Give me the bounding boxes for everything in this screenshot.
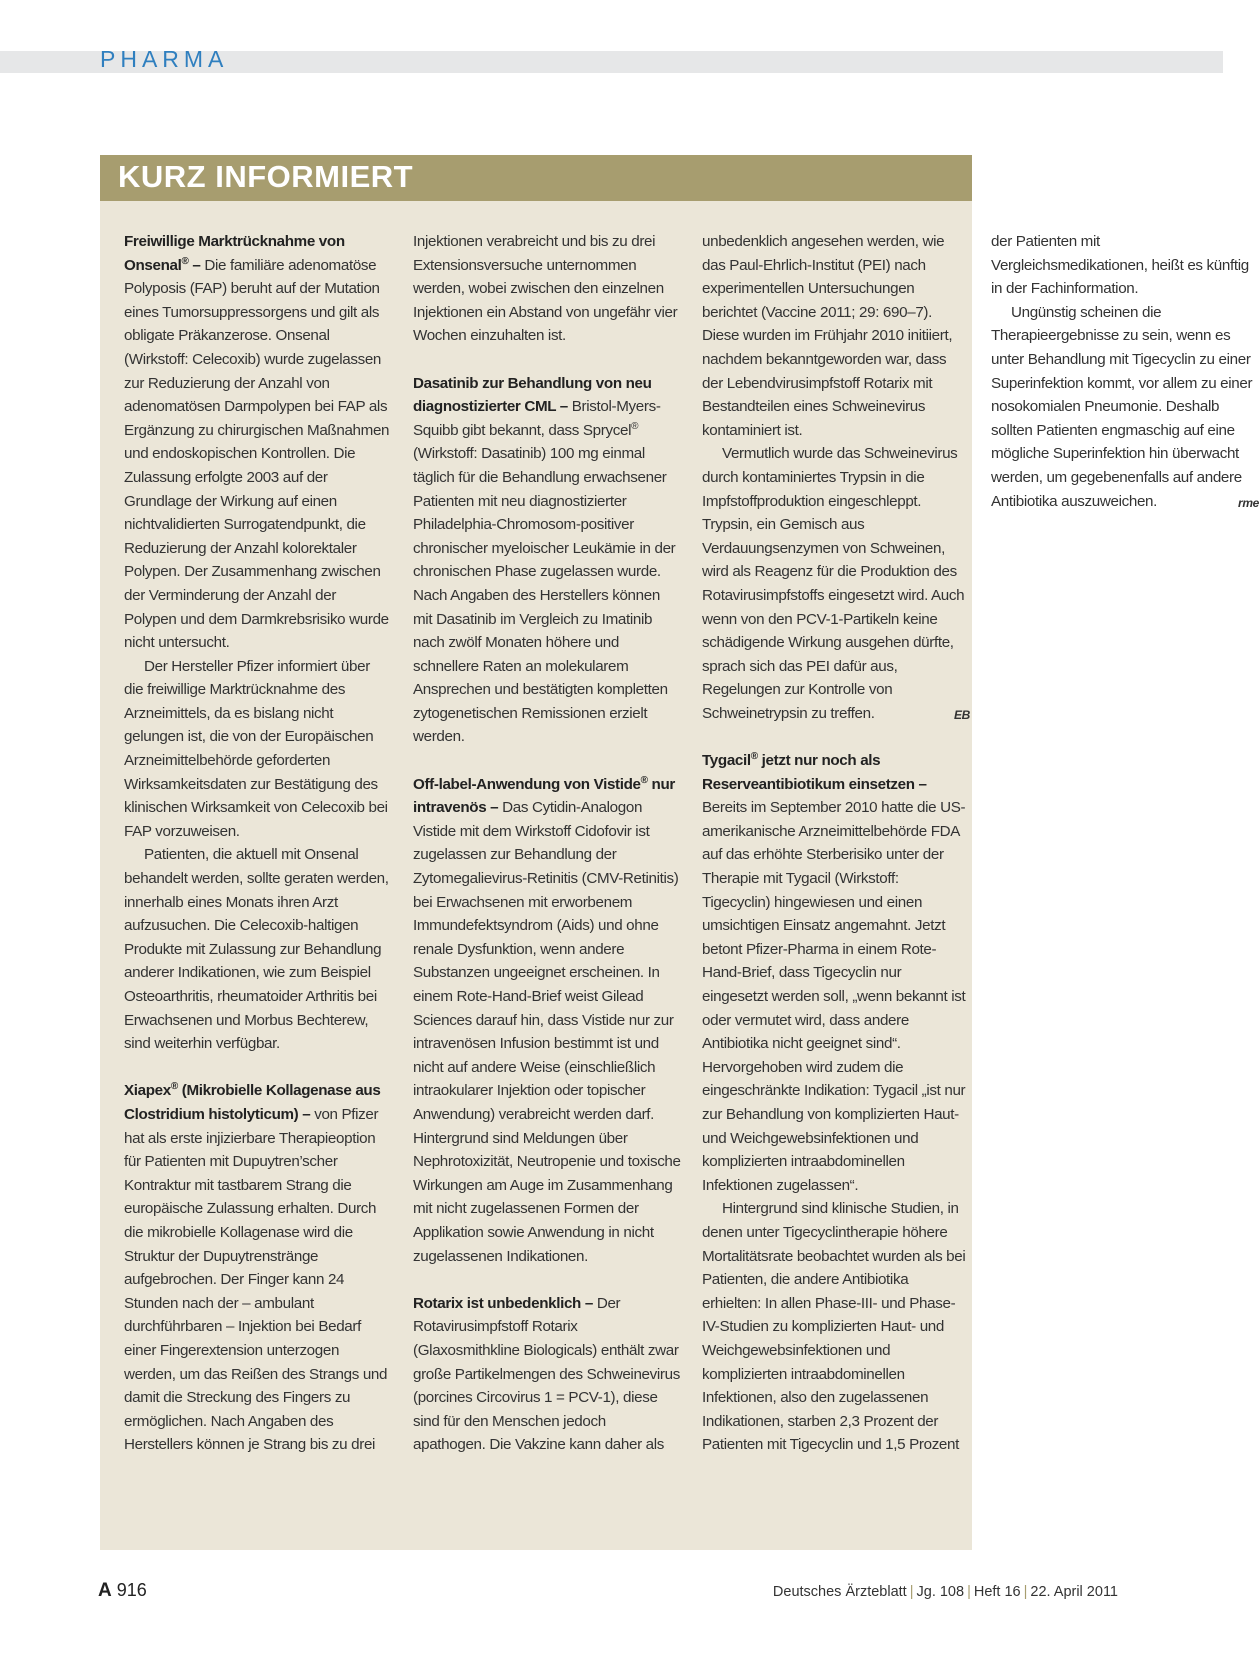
tygacil-heading-a: Tygacil — [702, 752, 751, 770]
rotarix-heading: Rotarix ist unbedenklich – — [413, 1294, 593, 1312]
rotarix-para-2 — [702, 442, 970, 725]
tygacil-para-1 — [702, 749, 970, 1197]
box-header — [100, 155, 972, 201]
onsenal-heading: Freiwillige Marktrücknahme von Onsenal — [124, 233, 345, 274]
registered-mark: ® — [640, 774, 648, 786]
tygacil-para-2: Hintergrund sind klinische Studien, in denen unter Tigecyclintherapie höhere Mortalitätsrate beobachtet wurden als bei Patienten, die andere Antibiotika erhielten: In allen Phase-III- und Phase-IV-Studien zu komplizierten Haut- und Weichgewebsinfektionen und komplizierten intraabdominellen Infektionen, also den zugelassenen Indikationen, starben 2,3 Prozent der Patienten mit Tigecyclin und 1,5 Prozent der Patienten mit Vergleichsmedikationen, heißt es künftig in der Fachinformation. — [702, 233, 1249, 1454]
dasatinib-text-a: Bristol-Myers-Squibb gibt bekannt, dass Sprycel — [413, 398, 661, 439]
dasatinib-para-1 — [413, 372, 681, 750]
registered-mark: ® — [170, 1081, 178, 1093]
registered-mark: ® — [631, 420, 639, 432]
registered-mark: ® — [750, 751, 758, 762]
journal-info — [773, 1584, 1118, 1600]
journal-issue: Heft 16 — [973, 1584, 1021, 1600]
rotarix-text-2: Vermutlich wurde das Schweinevirus durch kontaminiertes Trypsin in die Impfstoffproduktion eingeschleppt. Trypsin, ein Gemisch aus Verdauungsenzymen von Schweinen, wird als Reagenz für die Produktion des Rotavirusimpfstoffs eingesetzt wird. Auch wenn von den PCV-1-Partikeln keine schädigende Wirkung ausgehen dürfte, sprach sich das PEI dafür aus, Regelungen zur Kontrolle von Schweinetrypsin zu treffen. — [702, 445, 965, 722]
box-title: KURZ INFORMIERT — [118, 159, 414, 194]
dasatinib-text-b: (Wirkstoff: Dasatinib) 100 mg einmal täglich für die Behandlung erwachsener Patienten mit neu diagnostizierter Philadelphia-Chromosom-positiver chronischer myeloischer Leukämie in der chronischen Phase zugelassen wurde. Nach Angaben des Herstellers können mit Dasatinib im Vergleich zu Imatinib nach zwölf Monaten höhere und schnellere Raten an molekularem Ansprechen und bestätigten kompletten zytogenetischen Remissionen erzielt werden. — [413, 445, 676, 746]
article-columns — [124, 230, 1259, 1472]
separator: | — [1023, 1584, 1028, 1600]
journal-date: 22. April 2011 — [1030, 1584, 1118, 1600]
tygacil-text-3: Ungünstig scheinen die Therapieergebnisse zu sein, wenn es unter Behandlung mit Tigecyclin zu einer Superinfektion kommt, vor allem zu einer nosokomialen Pneumonie. Deshalb sollten Patienten engmaschig auf eine mögliche Superinfektion hin überwacht werden, um gegebenenfalls auf andere Antibiotika auszuweichen. — [991, 303, 1253, 510]
vistide-text-1: Das Cytidin-Analogon Vistide mit dem Wirkstoff Cidofovir ist zugelassen zur Behandlung der Zytomegalievirus-Retinitis (CMV-Retinitis) bei Erwachsenen mit erworbenem Immundefektsyndrom (Aids) und ohne renale Dysfunktion, wenn andere Substanzen ungeeignet erscheinen. In einem Rote-Hand-Brief weist Gilead Sciences darauf hin, dass Vistide nur zur intravenösen Infusion bestimmt ist und nicht auf andere Weise (einschließlich intraokularer Injektion oder topischer Anwendung) verabreicht werden darf. Hintergrund sind Meldungen über Nephrotoxizität, Neutropenie und toxische Wirkungen am Auge im Zusammenhang mit nicht zugelassenen Formen der Applikation sowie Anwendung in nicht zugelassenen Indikationen. — [413, 799, 681, 1265]
xiapex-text-1: von Pfizer hat als erste injizierbare Therapieoption für Patienten mit Dupuytren’scher Kontraktur mit tastbarem Strang die europäische Zulassung erhalten. Durch die mikrobielle Kollagenase wird die Struktur der Dupuytrenstränge aufgebrochen. Der Finger kann 24 Stunden nach der – ambulant durchführbaren – Injektion bei Bedarf einer Fingerextension unterzogen werden, um das Reißen des Strangs und damit die Streckung des Fingers zu ermöglichen. Nach Angaben des Herstellers können je Strang bis zu drei Injektionen verabreicht und bis zu drei Extensionsversuche unternommen werden, wobei zwischen den einzelnen Injektionen ein Abstand von ungefähr vier Wochen einzuhalten ist. — [124, 233, 678, 1454]
section-label: PHARMA — [100, 46, 229, 72]
onsenal-para-3: Patienten, die aktuell mit Onsenal behandelt werden, sollte geraten werden, innerhalb eines Monats ihren Arzt aufzusuchen. Die Celecoxib-haltigen Produkte mit Zulassung zur Behandlung anderer Indikationen, wie zum Beispiel Osteoarthritis, rheumatoider Arthritis bei Erwachsenen und Morbus Bechterew, sind weiterhin verfügbar. — [124, 846, 389, 1053]
heading-dash: – — [188, 256, 201, 274]
journal-name: Deutsches Ärzteblatt — [772, 1584, 907, 1600]
page-number — [98, 1580, 147, 1602]
rotarix-text-1: Der Rotavirusimpfstoff Rotarix (Glaxosmithkline Biologicals) enthält zwar große Partikelmengen des Schweinevirus (porcines Circovirus 1 = PCV-1), diese sind für den Menschen jedoch apathogen. Die Vakzine kann daher als unbedenklich angesehen werden, wie das Paul-Ehrlich-Institut (PEI) nach experimentellen Untersuchungen berichtet (Vaccine 2011; 29: 690–7). Diese wurden im Frühjahr 2010 initiiert, nachdem bekanntgeworden war, dass der Lebendvirusimpfstoff Rotarix mit Bestandteilen eines Schweinevirus kontaminiert ist. — [413, 233, 953, 1454]
tygacil-heading-b: jetzt nur noch als Reserveantibiotikum einsetzen – — [702, 752, 927, 793]
vistide-para-1 — [413, 773, 681, 1268]
page-prefix: A — [98, 1580, 112, 1601]
separator: | — [967, 1584, 971, 1600]
vistide-heading-a: Off-label-Anwendung von Vistide — [413, 775, 641, 793]
separator: | — [909, 1584, 914, 1600]
onsenal-para-1 — [124, 230, 392, 655]
dasatinib-heading: Dasatinib zur Behandlung von neu diagnostizierter CML – — [413, 374, 652, 416]
tygacil-text-1: Bereits im September 2010 hatte die US-amerikanische Arzneimittelbehörde FDA auf das erhöhte Sterberisiko unter der Therapie mit Tygacil (Wirkstoff: Tigecyclin) hingewiesen und einen umsichtigen Einsatz angemahnt. Jetzt betont Pfizer-Pharma in einem Rote-Hand-Brief, dass Tigecyclin nur eingesetzt werden soll, „wenn bekannt ist oder vermutet wird, dass andere Antibiotika nicht geeignet sind“. Hervorgehoben wird zudem die eingeschränkte Indikation: Tygacil „ist nur zur Behandlung von komplizierten Haut- und Weichgewebsinfektionen und komplizierten intraabdominellen Infektionen zugelassen“. — [702, 799, 966, 1194]
vistide-heading-b: nur intravenös – — [413, 775, 675, 817]
author-initials: rme — [1238, 495, 1259, 510]
tygacil-para-3 — [991, 301, 1259, 513]
author-initials: EB — [954, 707, 970, 722]
onsenal-para-2: Der Hersteller Pfizer informiert über die freiwillige Marktrücknahme des Arzneimittels, da es bislang nicht gelungen ist, die von der Europäischen Arzneimittelbehörde geforderten Wirksamkeitsdaten zur Bestätigung des klinischen Wirksamkeit von Celecoxib bei FAP vorzuweisen. — [124, 657, 388, 840]
xiapex-heading-a: Xiapex — [124, 1082, 171, 1100]
registered-mark: ® — [181, 255, 189, 267]
xiapex-heading-b: (Mikrobielle Kollagenase aus Clostridium histolyticum) – — [124, 1082, 381, 1123]
page-number-value: 916 — [111, 1580, 147, 1600]
journal-volume: Jg. 108 — [916, 1584, 965, 1600]
onsenal-text-1: Die familiäre adenomatöse Polyposis (FAP) beruht auf der Mutation eines Tumorsuppressorgens und gilt als obligate Präkanzerose. Onsenal (Wirkstoff: Celecoxib) wurde zugelassen zur Reduzierung der Anzahl von adenomatösen Darmpolypen bei FAP als Ergänzung zu chirurgischen Maßnahmen und endoskopischen Kontrollen. Die Zulassung erfolgte 2003 auf der Grundlage der Wirkung auf einen nichtvalidierten Surrogatendpunkt, die Reduzierung der Anzahl kolorektaler Polypen. Der Zusammenhang zwischen der Verminderung der Anzahl der Polypen und dem Darmkrebsrisiko wurde nicht untersucht. — [124, 256, 390, 652]
